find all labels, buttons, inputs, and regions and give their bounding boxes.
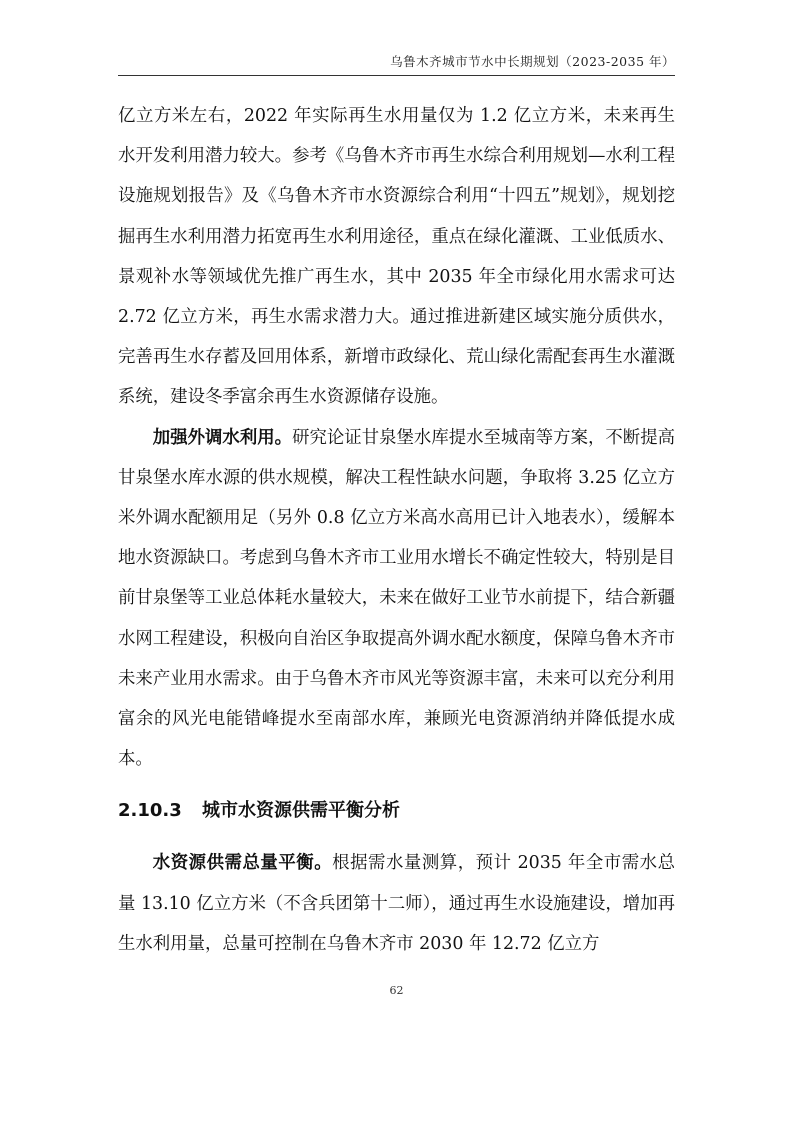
paragraph-reclaimed-water xyxy=(118,96,675,418)
running-header: 乌鲁木齐城市节水中长期规划（2023-2035 年） xyxy=(390,54,675,69)
paragraph-lead: 加强外调水利用。 xyxy=(152,427,293,448)
paragraph-text: 研究论证甘泉堡水库提水至城南等方案，不断提高甘泉堡水库水源的供水规模，解决工程性缺水问题，争取将 3.25 亿立方米外调水配额用足（另外 0.8 亿立方米高水高用已计入地表水），缓解本地水资源缺口。考虑到乌鲁木齐市工业用水增长不确定性较大，特别是目前甘泉堡等工业总体耗水量较大，未来在做好工业节水前提下，结合新疆水网工程建设，积极向自治区争取提高外调水配水额度，保障乌鲁木齐市未来产业用水需求。由于乌鲁木齐市风光等资源丰富，未来可以充分利用富余的风光电能错峰提水至南部水库，兼顾光电资源消纳并降低提水成本。 xyxy=(118,427,675,770)
section-number: 2.10.3 xyxy=(118,800,182,822)
section-title: 城市水资源供需平衡分析 xyxy=(202,800,400,822)
paragraph-text: 根据需水量测算，预计 2035 年全市需水总量 13.10 亿立方米（不含兵团第十二师），通过再生水设施建设，增加再生水利用量，总量可控制在乌鲁木齐市 2030 年 12.72 亿立方 xyxy=(118,853,675,954)
paragraph-lead: 水资源供需总量平衡。 xyxy=(152,853,333,874)
document-body xyxy=(118,96,675,964)
page-number: 62 xyxy=(389,984,404,997)
header-divider xyxy=(118,75,675,76)
paragraph-external-water xyxy=(118,418,675,780)
section-heading xyxy=(118,791,675,831)
paragraph-text: 亿立方米左右，2022 年实际再生水用量仅为 1.2 亿立方米，未来再生水开发利用潜力较大。参考《乌鲁木齐市再生水综合利用规划—水利工程设施规划报告》及《乌鲁木齐市水资源综合利用“十四五”规划》，规划挖掘再生水利用潜力拓宽再生水利用途径，重点在绿化灌溉、工业低质水、景观补水等领域优先推广再生水，其中 2035 年全市绿化用水需求可达 2.72 亿立方米，再生水需求潜力大。通过推进新建区域实施分质供水，完善再生水存蓄及回用体系，新增市政绿化、荒山绿化需配套再生水灌溉系统，建设冬季富余再生水资源储存设施。 xyxy=(118,106,675,408)
paragraph-supply-demand xyxy=(118,843,675,964)
